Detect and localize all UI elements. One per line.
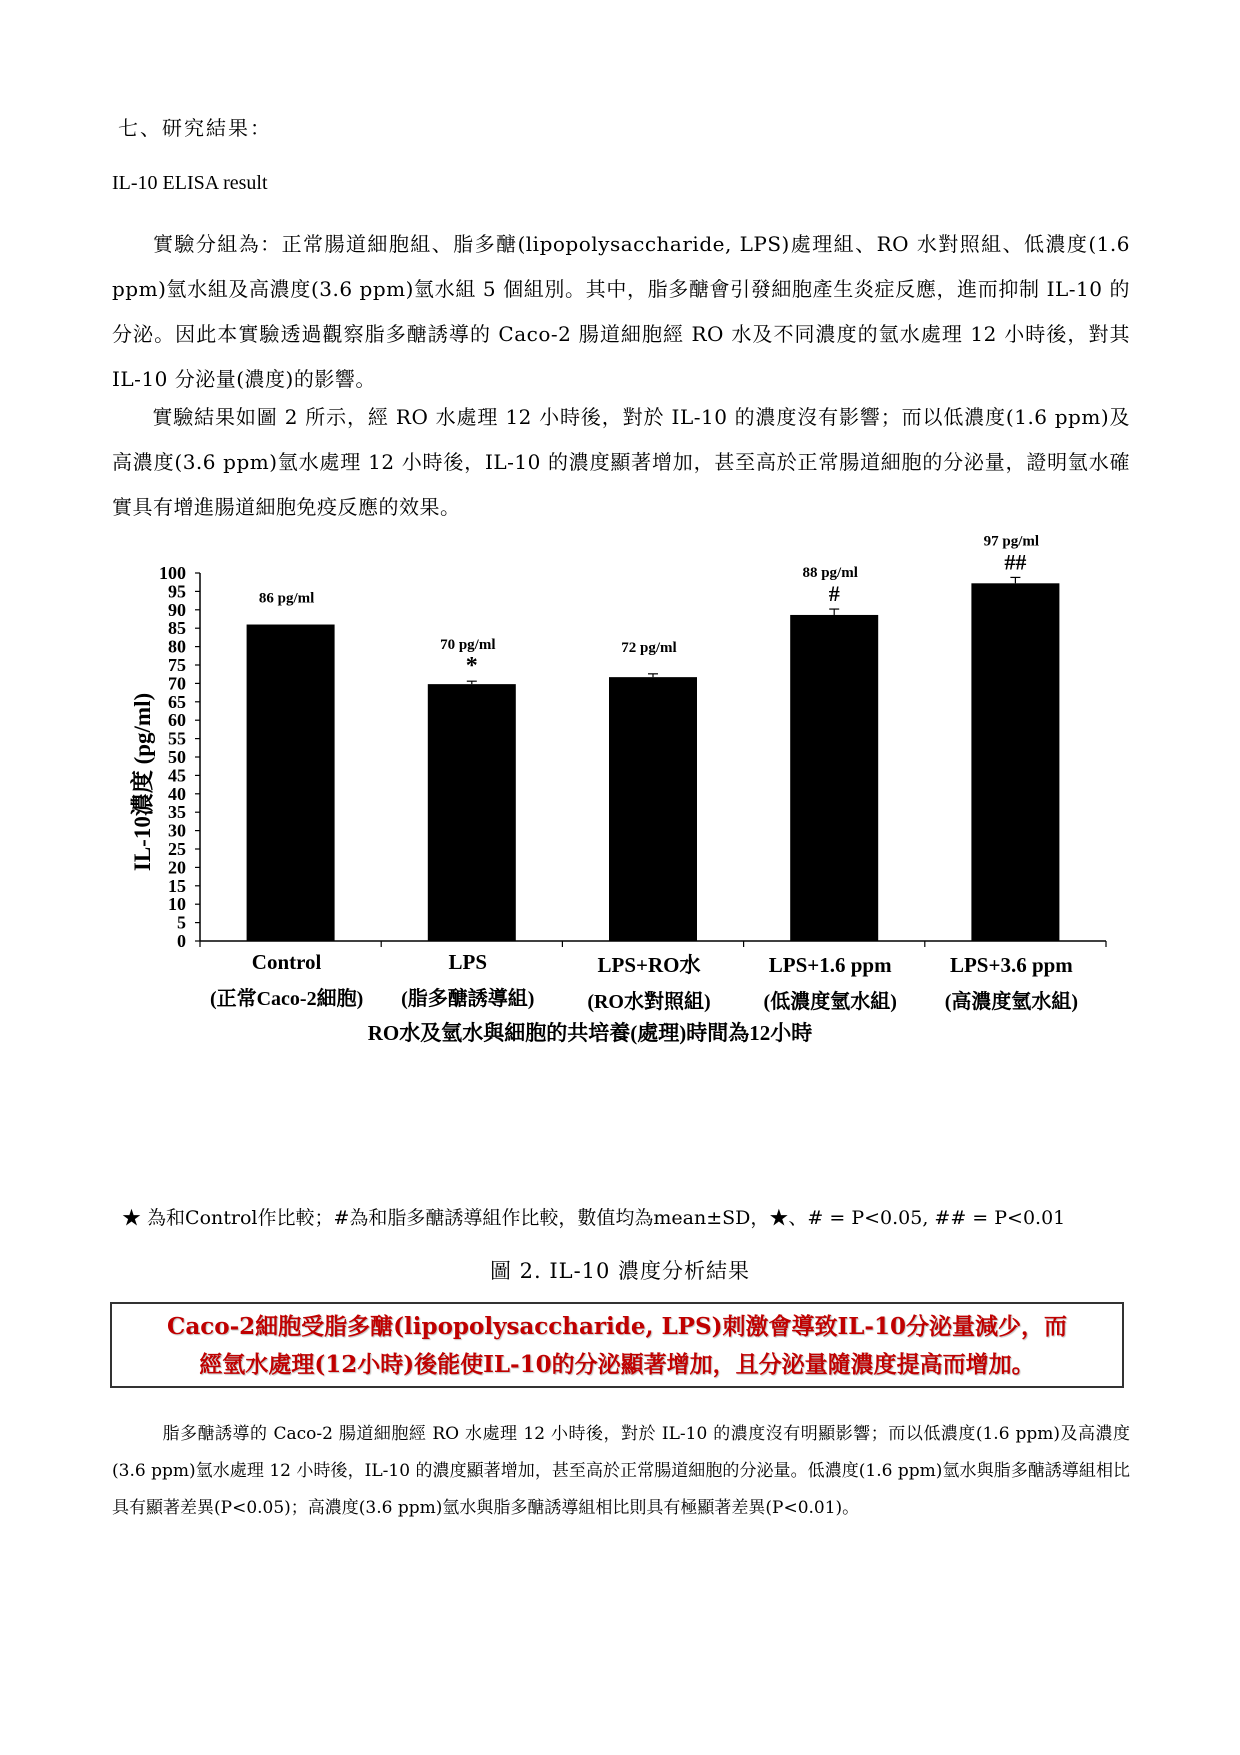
y-tick-label: 95 xyxy=(168,581,186,602)
paragraph-3-text: 脂多醣誘導的 Caco-2 腸道細胞經 RO 水處理 12 小時後，對於 IL-10 的濃度沒有明顯影響；而以低濃度(1.6 ppm)及高濃度(3.6 ppm)氫水處理 12 小時後，IL-10 的濃度顯著增加，甚至高於正常腸道細胞的分泌量。低濃度(1.6 ppm)氫水與脂多醣誘導組相比具有顯著差異(P<0.05)；高濃度(3.6 ppm)氫水與脂多醣誘導組相比則具有極顯著差異(P<0.01)。 xyxy=(112,1424,1130,1518)
y-tick-label: 45 xyxy=(168,765,186,786)
y-tick-label: 5 xyxy=(177,912,186,933)
bar-labels xyxy=(259,533,1039,679)
section-heading: 七、研究結果： xyxy=(118,116,272,140)
category-label: LPS+3.6 ppm xyxy=(949,953,1073,977)
category-label: Control xyxy=(251,950,322,974)
bar-5 xyxy=(971,583,1059,941)
y-tick-label: 15 xyxy=(168,875,186,896)
bar-3 xyxy=(609,677,697,941)
bars xyxy=(247,577,1060,941)
paragraph-1 xyxy=(112,222,1130,402)
x-axis xyxy=(200,941,1106,1013)
figure-caption: 圖 2. IL-10 濃度分析結果 xyxy=(489,1259,751,1283)
y-tick-label: 10 xyxy=(168,894,186,915)
y-tick-label: 20 xyxy=(168,857,186,878)
y-tick-label: 35 xyxy=(168,802,186,823)
callout-line-1: Caco-2細胞受脂多醣(lipopolysaccharide, LPS)刺激會導致IL-10分泌量減少，而 xyxy=(167,1313,1067,1340)
significance-mark: # xyxy=(828,581,840,607)
bar-4 xyxy=(790,615,878,941)
x-axis-title: RO水及氫水與細胞的共培養(處理)時間為12小時 xyxy=(367,1021,813,1045)
category-label: LPS xyxy=(448,950,488,974)
y-tick-label: 90 xyxy=(168,599,186,620)
value-label: 86 pg/ml xyxy=(258,590,315,607)
bar-2 xyxy=(428,684,516,941)
paragraph-3 xyxy=(112,1416,1130,1527)
y-tick-label: 60 xyxy=(168,710,186,731)
significance-mark: * xyxy=(465,653,478,680)
paragraph-1-text: 實驗分組為：正常腸道細胞組、脂多醣(lipopolysaccharide, LPS)處理組、RO 水對照組、低濃度(1.6 ppm)氫水組及高濃度(3.6 ppm)氫水組 5 個組別。其中，脂多醣會引發細胞產生炎症反應，進而抑制 IL-10 的分泌。因此本實驗透過觀察脂多醣誘導的 Caco-2 腸道細胞經 RO 水及不同濃度的氫水處理 12 小時後，對其 IL-10 分泌量(濃度)的影響。 xyxy=(112,232,1130,391)
y-tick-label: 100 xyxy=(159,563,186,583)
y-tick-label: 85 xyxy=(168,618,186,639)
y-tick-label: 80 xyxy=(168,636,186,657)
y-axis xyxy=(159,563,200,951)
category-label: LPS+RO水 xyxy=(597,953,701,977)
y-tick-label: 55 xyxy=(168,728,186,749)
y-axis-title: IL-10濃度 (pg/ml) xyxy=(130,692,155,872)
paragraph-2 xyxy=(112,395,1130,530)
il10-bar-chart xyxy=(120,520,1120,1170)
footnote: ★ 為和Control作比較；#為和脂多醣誘導組作比較，數值均為mean±SD，★、# = P<0.05, ## = P<0.01 xyxy=(122,1207,1066,1229)
conclusion-callout xyxy=(110,1302,1124,1388)
paragraph-2-text: 實驗結果如圖 2 所示，經 RO 水處理 12 小時後，對於 IL-10 的濃度沒有影響；而以低濃度(1.6 ppm)及高濃度(3.6 ppm)氫水處理 12 小時後，IL-10 的濃度顯著增加，甚至高於正常腸道細胞的分泌量，證明氫水確實具有增進腸道細胞免疫反應的效果。 xyxy=(112,405,1130,519)
value-label: 70 pg/ml xyxy=(440,637,496,654)
y-tick-label: 70 xyxy=(168,673,186,694)
value-label: 97 pg/ml xyxy=(983,533,1040,550)
y-tick-label: 0 xyxy=(177,931,186,951)
value-label: 88 pg/ml xyxy=(802,565,858,582)
y-tick-label: 75 xyxy=(168,655,186,675)
category-sublabel: (高濃度氫水組) xyxy=(944,991,1079,1013)
category-sublabel: (低濃度氫水組) xyxy=(763,991,897,1013)
bar-1 xyxy=(247,625,335,941)
significance-mark: ## xyxy=(1004,549,1027,575)
y-tick-label: 40 xyxy=(168,783,186,804)
y-tick-label: 50 xyxy=(168,747,186,767)
y-tick-label: 25 xyxy=(168,839,186,859)
y-tick-label: 30 xyxy=(168,820,186,841)
category-label: LPS+1.6 ppm xyxy=(768,953,892,977)
category-sublabel: (脂多醣誘導組) xyxy=(401,988,535,1010)
subheading: IL-10 ELISA result xyxy=(112,172,268,194)
value-label: 72 pg/ml xyxy=(621,639,677,656)
category-sublabel: (RO水對照組) xyxy=(587,991,711,1013)
y-tick-label: 65 xyxy=(168,691,186,712)
category-sublabel: (正常Caco-2細胞) xyxy=(209,988,364,1010)
callout-line-2: 經氫水處理(12小時)後能使IL-10的分泌顯著增加，且分泌量隨濃度提高而增加。 xyxy=(199,1351,1035,1378)
